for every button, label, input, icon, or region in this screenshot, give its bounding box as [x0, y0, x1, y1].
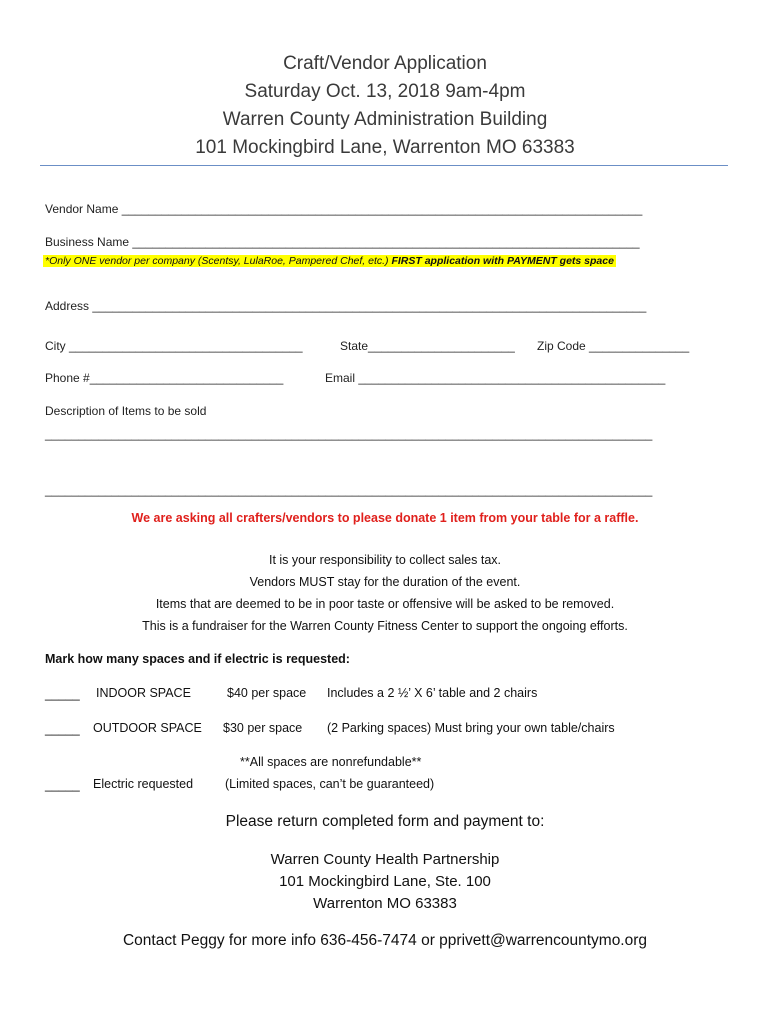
raffle-notice: We are asking all crafters/vendors to please donate 1 item from your table for a raffle. — [131, 511, 639, 525]
phone-field[interactable]: Phone #_____________________________ — [45, 371, 284, 385]
address-field[interactable]: Address ___________________________________________________________________________________ — [45, 299, 647, 313]
rule-poor-taste: Items that are deemed to be in poor taste or offensive will be asked to be removed. — [155, 597, 615, 611]
header-date: Saturday Oct. 13, 2018 9am-4pm — [244, 81, 526, 102]
indoor-space-blank[interactable]: _____ — [45, 687, 80, 701]
rule-fundraiser: This is a fundraiser for the Warren County Fitness Center to support the ongoing efforts. — [142, 619, 628, 633]
vendor-note — [43, 251, 616, 269]
vendor-name-field[interactable]: Vendor Name ______________________________________________________________________________ — [45, 202, 643, 216]
spaces-heading: Mark how many spaces and if electric is requested: — [45, 652, 350, 666]
return-address — [0, 849, 770, 915]
indoor-space-label: INDOOR SPACE — [96, 686, 191, 700]
header-address: 101 Mockingbird Lane, Warrenton MO 63383 — [195, 137, 575, 158]
outdoor-space-price: $30 per space — [223, 721, 303, 735]
contact-info: Contact Peggy for more info 636-456-7474 or pprivett@warrencountymo.org — [122, 932, 648, 949]
return-street: 101 Mockingbird Lane, Ste. 100 — [279, 873, 491, 890]
indoor-space-detail: Includes a 2 ½’ X 6’ table and 2 chairs — [327, 686, 538, 700]
return-city: Warrenton MO 63383 — [313, 895, 457, 912]
vendor-note-bold: FIRST application with PAYMENT gets space — [391, 255, 614, 267]
outdoor-space-detail: (2 Parking spaces) Must bring your own table/chairs — [327, 721, 615, 735]
return-heading: Please return completed form and payment to: — [225, 813, 545, 830]
rule-stay-duration: Vendors MUST stay for the duration of the event. — [249, 575, 521, 589]
state-field[interactable]: State______________________ — [340, 339, 515, 353]
zip-field[interactable]: Zip Code _______________ — [537, 339, 690, 353]
electric-detail: (Limited spaces, can’t be guaranteed) — [225, 777, 435, 791]
document-header — [0, 50, 770, 162]
indoor-space-price: $40 per space — [227, 686, 307, 700]
business-name-field[interactable]: Business Name ____________________________________________________________________________ — [45, 235, 640, 249]
description-line-1[interactable]: ___________________________________________________________________________________________ — [45, 427, 653, 441]
header-title: Craft/Vendor Application — [283, 53, 487, 74]
outdoor-space-blank[interactable]: _____ — [45, 722, 80, 736]
vendor-note-text: *Only ONE vendor per company (Scentsy, LulaRoe, Pampered Chef, etc.) — [45, 255, 392, 267]
city-field[interactable]: City ___________________________________ — [45, 339, 303, 353]
electric-blank[interactable]: _____ — [45, 778, 80, 792]
nonrefundable-note: **All spaces are nonrefundable** — [240, 755, 422, 769]
description-line-2[interactable]: ___________________________________________________________________________________________ — [45, 483, 653, 497]
rules-list — [0, 549, 770, 637]
header-venue: Warren County Administration Building — [222, 109, 548, 130]
email-field[interactable]: Email ______________________________________________ — [325, 371, 666, 385]
outdoor-space-label: OUTDOOR SPACE — [93, 721, 202, 735]
electric-label: Electric requested — [93, 777, 194, 791]
description-label: Description of Items to be sold — [45, 404, 207, 418]
rule-sales-tax: It is your responsibility to collect sales tax. — [268, 553, 502, 567]
return-org: Warren County Health Partnership — [270, 851, 500, 868]
header-divider — [40, 165, 728, 166]
vendor-note-highlight — [43, 255, 616, 267]
